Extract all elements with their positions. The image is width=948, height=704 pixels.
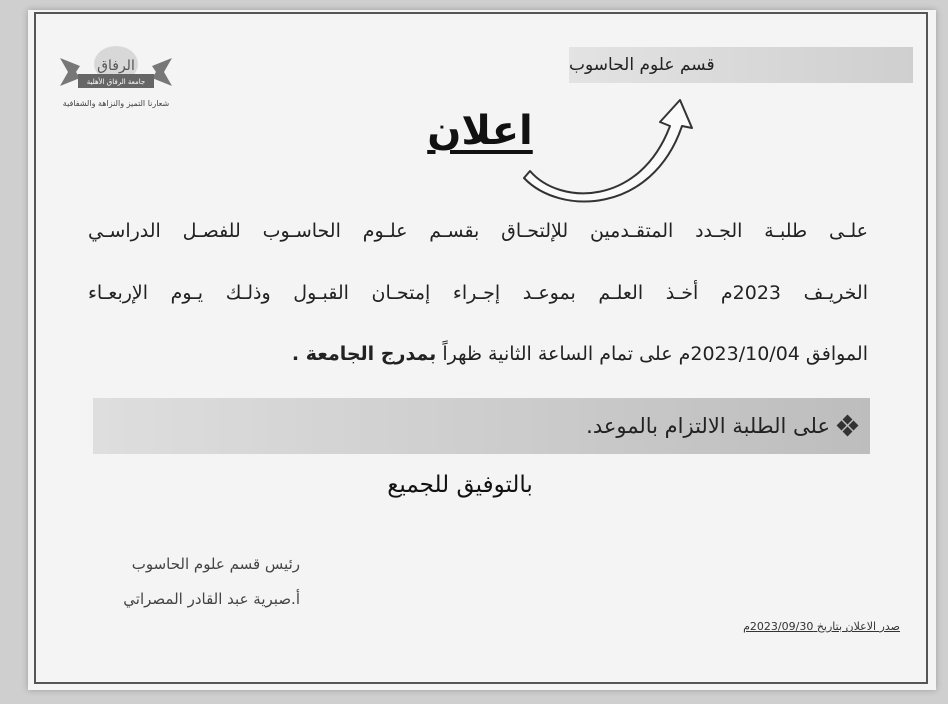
- note-text: على الطلبة الالتزام بالموعد.: [586, 414, 830, 438]
- body-line-3-text: الموافق 2023/10/04م على تمام الساعة الثانية ظهراً: [436, 343, 868, 365]
- announcement-title: اعلان: [427, 108, 533, 154]
- issue-date: صدر الاعلان بتاريخ 2023/09/30م: [743, 620, 900, 633]
- body-line-3-location: بمدرج الجامعة .: [291, 343, 437, 365]
- note-banner: [93, 398, 870, 454]
- body-line-1: علـى طلبـة الجـدد المتقـدمين للإلتحـاق بقسـم علـوم الحاسـوب للفصـل الدراسـي: [88, 220, 868, 242]
- body-line-3: [88, 343, 868, 365]
- signature-name: أ.صبرية عبد القادر المصراتي: [123, 590, 300, 608]
- bullet-diamond-icon: [838, 416, 858, 436]
- signature-role: رئيس قسم علوم الحاسوب: [131, 555, 300, 573]
- curved-arrow-icon: [520, 96, 700, 211]
- logo-motto: شعارنا التميز والنزاهة والشفافية: [62, 99, 170, 108]
- department-name: قسم علوم الحاسوب: [569, 55, 715, 75]
- logo-banner: جامعة الرفاق الأهلية: [86, 78, 146, 86]
- department-banner: [569, 47, 913, 83]
- logo-text: الرفاق: [97, 58, 135, 74]
- closing-text: بالتوفيق للجميع: [387, 472, 533, 498]
- body-line-2: الخريـف 2023م أخـذ العلـم بموعـد إجـراء إمتحـان القبـول وذلـك يـوم الإربعـاء: [88, 282, 868, 304]
